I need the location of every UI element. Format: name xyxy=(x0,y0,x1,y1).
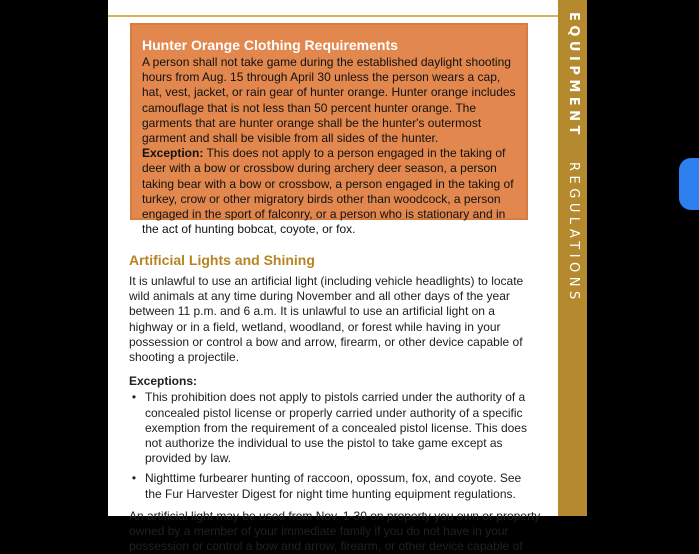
bullet-icon: • xyxy=(131,390,137,405)
hunter-orange-title: Hunter Orange Clothing Requirements xyxy=(142,37,398,53)
hunter-orange-exception-text: This does not apply to a person engaged in the taking of deer with a bow or crossbow during archery deer season, a person taking bear with a bow or crossbow, a person engaged in the taking of turkey, crow or other migratory birds other than woodcock, a person engaged in the sport of falconry, or a person who is stationary and in the act of hunting bobcat, coyote, or fox. xyxy=(142,146,514,237)
side-tab-label xyxy=(561,12,585,332)
regulations-page xyxy=(108,0,558,554)
side-tab-word-equipment: EQUIPMENT xyxy=(566,12,581,139)
section-side-tab xyxy=(558,0,587,516)
bullet-icon: • xyxy=(131,471,137,486)
artificial-lights-section xyxy=(129,252,541,554)
artificial-lights-exceptions-list xyxy=(129,390,541,501)
hunter-orange-body: A person shall not take game during the established daylight shooting hours from Aug. 15 through April 30 unless the person wears a cap, hat, vest, jacket, or rain gear of hunter orange. Hunter orange includes camouflage that is not less than 50 percent hunter orange. The garments that are hunter orange shall be the hunter's outermost garment and shall be visible from all sides of the hunter. xyxy=(142,55,516,146)
list-item xyxy=(129,471,541,501)
side-tab-word-regulations: REGULATIONS xyxy=(566,161,581,304)
artificial-lights-closing-paragraph: An artificial light may be used from Nov. 1-30 on property you own or property owned by a member of your immediate family if you do not have in your possession or control a bow and arrow, firearm, or other device capable of xyxy=(129,508,541,554)
hunter-orange-callout-box xyxy=(130,23,528,237)
hunter-orange-exception xyxy=(142,146,516,237)
exception-text: Nighttime furbearer hunting of raccoon, opossum, fox, and coyote. See the Fur Harvester Digest for night time hunting equipment regulations. xyxy=(145,471,522,501)
edge-handle-icon[interactable] xyxy=(679,158,699,210)
artificial-lights-title: Artificial Lights and Shining xyxy=(129,252,315,268)
artificial-lights-intro: It is unlawful to use an artificial light (including vehicle headlights) to locate wild animals at any time during November and all other days of the year between 11 p.m. and 6 a.m. It is unlawful to use an artificial light on a highway or in a field, wetland, woodland, or forest while having in your possession or control a bow and arrow, firearm, or other device capable of shooting a projectile. xyxy=(129,274,524,365)
artificial-lights-exceptions-heading: Exceptions: xyxy=(129,374,198,389)
top-rule-divider xyxy=(108,15,558,17)
exception-text: This prohibition does not apply to pistols carried under the authority of a concealed pistol license or properly carried under authority of a specific exemption from the requirement of a concealed pistol license. This does not authorize the individual to use the pistol to take game except as provided by law. xyxy=(145,390,527,466)
hunter-orange-exception-label: Exception: xyxy=(142,146,204,161)
list-item xyxy=(129,390,541,466)
